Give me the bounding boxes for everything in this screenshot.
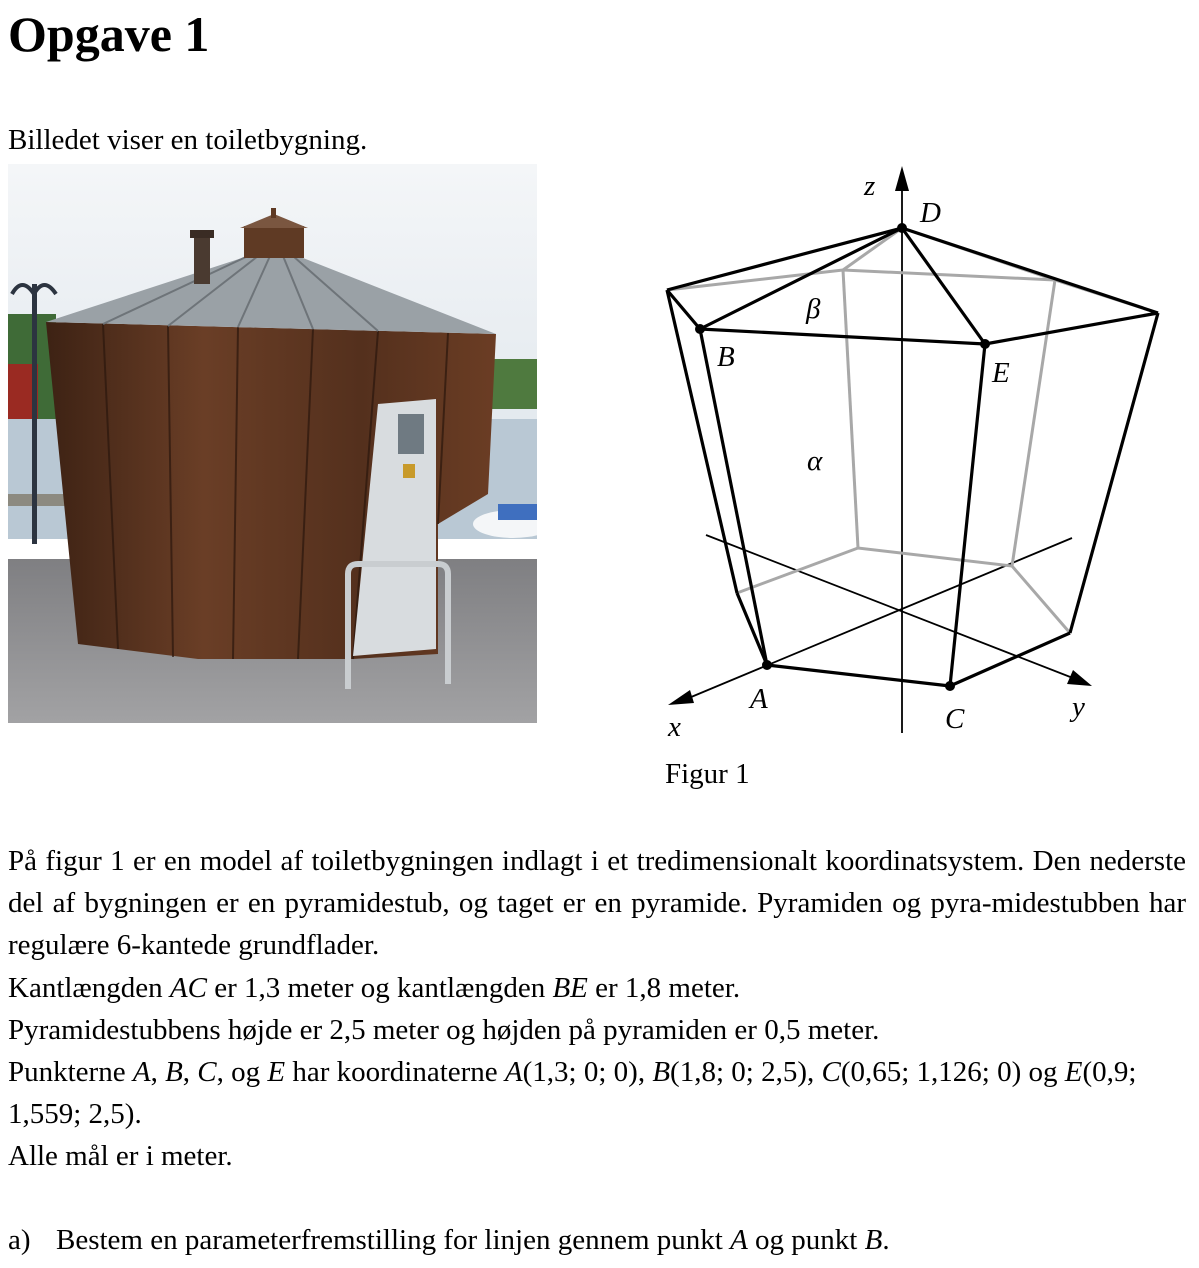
problem-text	[8, 840, 1186, 1178]
point-D	[897, 223, 907, 233]
label-B: B	[717, 341, 735, 373]
photo-door-sign	[403, 464, 415, 478]
hidden-top-edges	[667, 270, 1158, 313]
visible-edges	[667, 228, 1158, 686]
hidden-side-edge-2	[1012, 280, 1055, 566]
paragraph-line-3: Pyramidestubbens højde er 2,5 meter og højden på pyramiden er 0,5 meter.	[8, 1013, 880, 1046]
y-axis	[706, 535, 1078, 680]
label-y: y	[1072, 691, 1085, 723]
paragraph-line-5: Alle mål er i meter.	[8, 1140, 233, 1173]
point-C	[945, 681, 955, 691]
hidden-base-edges	[737, 548, 1070, 633]
photo-trees-right	[488, 359, 537, 409]
label-E: E	[992, 357, 1010, 389]
edge-CE	[950, 344, 985, 686]
roof-edge-2	[902, 228, 1158, 313]
question-a: a) Bestem en parameterfremstilling for linjen gennem punkt A og punkt B.	[8, 1220, 890, 1260]
y-axis-arrow	[1067, 670, 1092, 686]
label-z: z	[864, 170, 876, 202]
photo-chimney	[194, 234, 210, 284]
photo-boat-cover	[498, 504, 537, 520]
label-beta: β	[806, 293, 821, 325]
roof-edge-DB	[700, 228, 902, 329]
question-a-number: a)	[8, 1224, 31, 1256]
point-E	[980, 339, 990, 349]
toilet-building-photo	[8, 164, 537, 723]
visible-top-edges	[667, 290, 1158, 344]
z-axis-arrow	[895, 166, 909, 191]
roof-edge-DE	[902, 228, 985, 344]
paragraph-line-2: Kantlængden AC er 1,3 meter og kantlængden BE er 1,8 meter.	[8, 971, 741, 1004]
edge-right-vertical	[1070, 313, 1158, 633]
figure-1-diagram	[640, 160, 1180, 740]
label-C: C	[945, 703, 965, 735]
photo-roof-lantern-spire	[271, 208, 276, 218]
page-title: Opgave 1	[8, 6, 210, 62]
x-axis-arrow	[668, 690, 694, 705]
figure-caption: Figur 1	[665, 758, 750, 790]
visible-base-edges	[737, 593, 1070, 686]
point-A	[762, 660, 772, 670]
label-alpha: α	[807, 445, 823, 477]
intro-text: Billedet viser en toiletbygning.	[8, 124, 368, 156]
photo-door-window	[398, 414, 424, 454]
photo-chimney-cap	[190, 230, 214, 238]
paragraph-line-1: På figur 1 er en model af toiletbygningen indlagt i et tredimensionalt koordinatsystem. Den nederste del af bygningen er en pyramidestub, og taget er en pyramide. Pyramiden og pyra-midestubben har regulære 6-kantede grundflader.	[8, 845, 1186, 962]
point-B	[695, 324, 705, 334]
label-D: D	[920, 197, 941, 229]
photo-roof-lantern	[244, 226, 304, 258]
label-A: A	[750, 683, 768, 715]
edge-AB	[700, 329, 767, 665]
photo-lamp-post	[32, 284, 37, 544]
paragraph-line-4: Punkterne A, B, C, og E har koordinaterne A(1,3; 0; 0), B(1,8; 0; 2,5), C(0,65; 1,126; 0) og E(0,9; 1,559; 2,5).	[8, 1056, 1137, 1131]
roof-edge-1	[667, 228, 902, 290]
label-x: x	[668, 711, 681, 740]
hidden-side-edge-1	[843, 270, 858, 548]
